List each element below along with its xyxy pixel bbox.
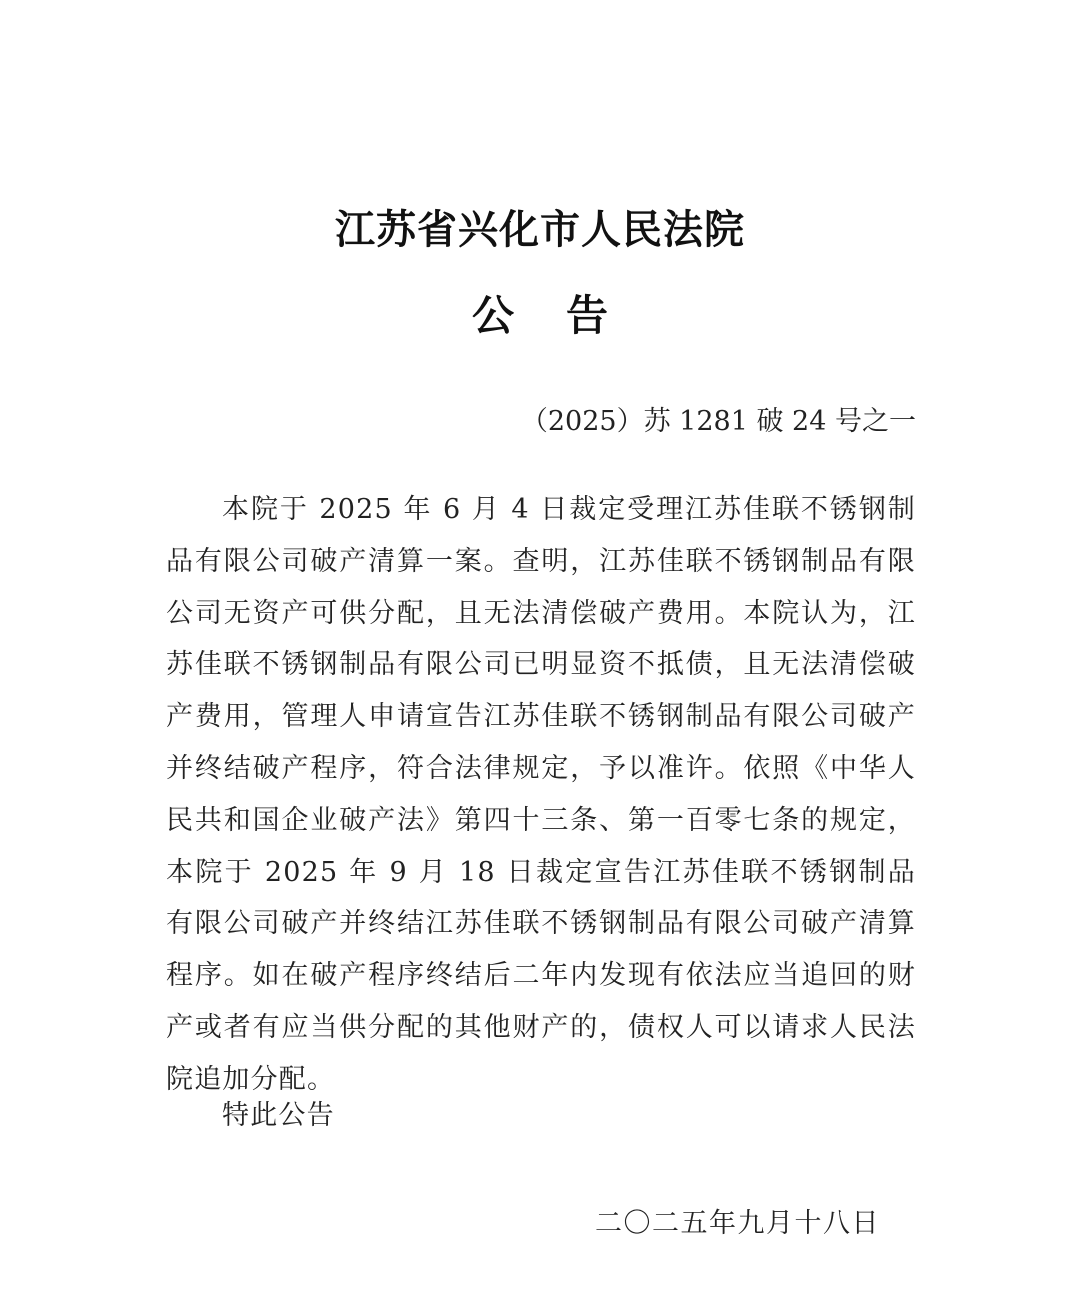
court-name-heading: 江苏省兴化市人民法院 [335, 207, 745, 253]
issue-date: 二〇二五年九月十八日 [595, 1208, 880, 1239]
closing-statement: 特此公告 [222, 1100, 335, 1131]
document-title: 公告 [471, 291, 660, 340]
case-number: （2025）苏 1281 破 24 号之一 [520, 406, 916, 437]
announcement-body: 本院于 2025 年 6 月 4 日裁定受理江苏佳联不锈钢制品有限公司破产清算一案。查明，江苏佳联不锈钢制品有限公司无资产可供分配，且无法清偿破产费用。本院认为，江苏佳联不锈钢制品有限公司已明显资不抵债，且无法清偿破产费用，管理人申请宣告江苏佳联不锈钢制品有限公司破产并终结破产程序，符合法律规定，予以准许。依照《中华人民共和国企业破产法》第四十三条、第一百零七条的规定，本院于 2025 年 9 月 18 日裁定宣告江苏佳联不锈钢制品有限公司破产并终结江苏佳联不锈钢制品有限公司破产清算程序。如在破产程序终结后二年内发现有依法应当追回的财产或者有应当供分配的其他财产的，债权人可以请求人民法院追加分配。 [166, 494, 916, 1095]
